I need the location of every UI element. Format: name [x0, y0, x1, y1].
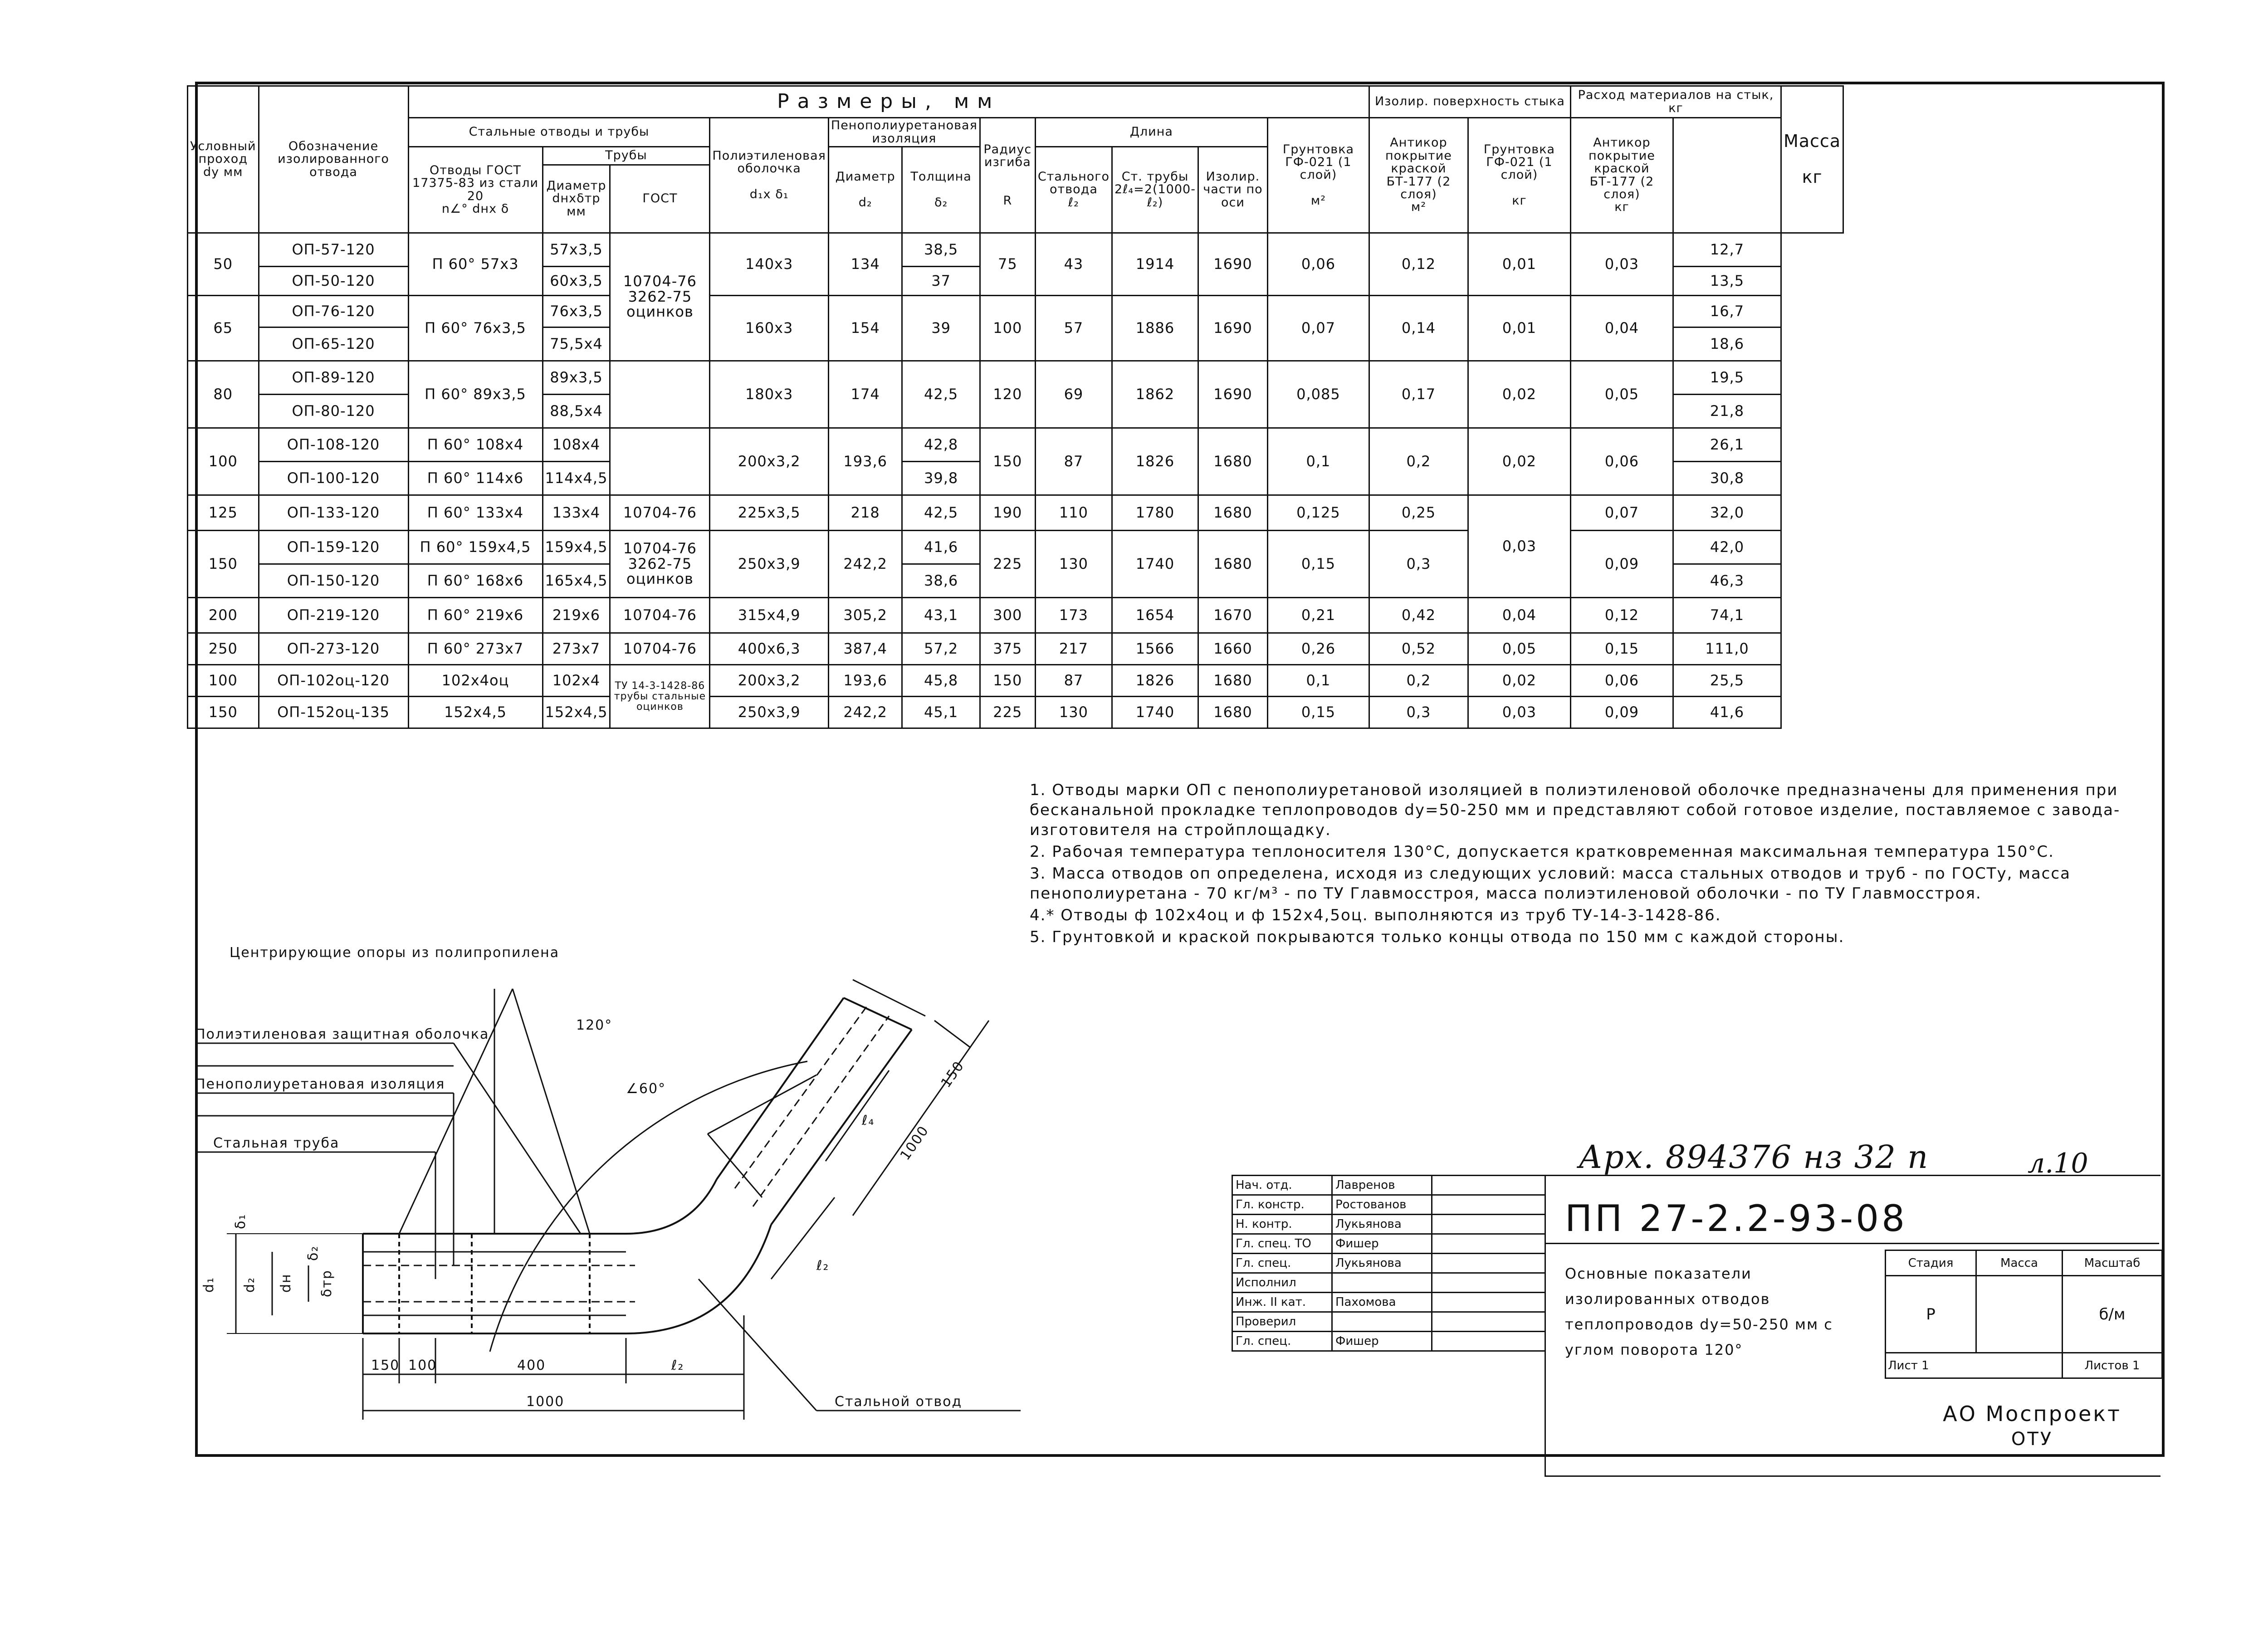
cell-r: 375: [980, 633, 1035, 665]
scale-header: Масштаб: [2063, 1250, 2162, 1276]
cell-designation: ОП-57-120: [259, 233, 408, 267]
cell-c1: 0,03: [1468, 495, 1570, 598]
cell-c2: 0,06: [1570, 428, 1673, 495]
cell-shell: 160х3: [710, 296, 828, 361]
dim-150-label: 150: [371, 1358, 400, 1373]
cell-lp: 1654: [1112, 598, 1198, 633]
cell-bend: П 60° 57х3: [408, 233, 543, 296]
cell-c1: 0,04: [1468, 598, 1570, 633]
cell-designation: ОП-273-120: [259, 633, 408, 665]
sym-delta1: δ₁: [233, 1213, 249, 1229]
cell-l2: 217: [1035, 633, 1112, 665]
dim-diag-150: [934, 1021, 971, 1048]
hdr-mass: Масса кг: [1781, 86, 1843, 233]
cell-l2: 130: [1035, 697, 1112, 728]
cell-d2: 134: [828, 233, 902, 296]
cell-m: 46,3: [1673, 564, 1781, 598]
sym-delta2: δ₂: [305, 1245, 321, 1261]
sym-d2: d₂: [242, 1276, 258, 1293]
hdr-gost: ГОСТ: [610, 165, 710, 233]
hdr-steel-group: Стальные отводы и трубы: [408, 118, 710, 147]
cell-a2: 0,2: [1369, 665, 1468, 697]
cell-c1: 0,05: [1468, 633, 1570, 665]
cell-r: 225: [980, 697, 1035, 728]
cell-a1: 0,085: [1267, 361, 1369, 428]
cell-dn: 100: [188, 665, 259, 697]
steel-bend-label: Стальной отвод: [835, 1394, 963, 1410]
dim-100-label: 100: [408, 1358, 437, 1373]
diag-shell-right: [771, 1030, 912, 1225]
cell-li: 1690: [1198, 233, 1267, 296]
role-label: Проверил: [1232, 1312, 1332, 1332]
signature-cell: [1432, 1273, 1545, 1293]
cell-bend: П 60° 108х4: [408, 428, 543, 462]
title-block-stage: [1885, 1250, 2163, 1379]
cell-shell: 200х3,2: [710, 428, 828, 495]
signature-cell: [1432, 1332, 1545, 1351]
cell-d2: 242,2: [828, 531, 902, 598]
role-name: [1332, 1273, 1432, 1293]
cell-designation: ОП-100-120: [259, 462, 408, 495]
cell-l2: 43: [1035, 233, 1112, 296]
cell-c2: 0,04: [1570, 296, 1673, 361]
mass-value: [1976, 1276, 2063, 1353]
cell-a2: 0,12: [1369, 233, 1468, 296]
cell-designation: ОП-89-120: [259, 361, 408, 395]
cell-bend: П 60° 168х6: [408, 564, 543, 598]
cell-c2: 0,09: [1570, 697, 1673, 728]
cell-m: 41,6: [1673, 697, 1781, 728]
cell-bend: П 60° 159х4,5: [408, 531, 543, 564]
cell-pipe: 152х4,5: [543, 697, 610, 728]
hdr-dn: Условный проход dy мм: [188, 86, 259, 233]
role-label: Гл. спец. ТО: [1232, 1234, 1332, 1254]
cell-designation: ОП-80-120: [259, 395, 408, 428]
cell-dn: 150: [188, 531, 259, 598]
cell-designation: ОП-76-120: [259, 296, 408, 327]
dim-diag-l4: [826, 1070, 889, 1161]
cell-l2: 130: [1035, 531, 1112, 598]
organization: АО Моспроект: [1943, 1402, 2121, 1426]
cell-dn: 125: [188, 495, 259, 531]
hdr-designation: Обозначение изолированного отвода: [259, 86, 408, 233]
diag-pipe-right: [753, 1016, 889, 1206]
cell-pipe: 165х4,5: [543, 564, 610, 598]
signature-cell: [1432, 1215, 1545, 1234]
cell-c1: 0,02: [1468, 361, 1570, 428]
role-label: Гл. спец.: [1232, 1254, 1332, 1273]
cell-m: 18,6: [1673, 327, 1781, 361]
cell-bend: П 60° 114х6: [408, 462, 543, 495]
cell-t: 57,2: [902, 633, 980, 665]
cell-m: 26,1: [1673, 428, 1781, 462]
role-name: Фишер: [1332, 1332, 1432, 1351]
cell-gost: 10704-76 3262-75 оцинков: [610, 531, 710, 598]
cell-li: 1690: [1198, 296, 1267, 361]
cell-lp: 1862: [1112, 361, 1198, 428]
cell-t: 39: [902, 296, 980, 361]
note-2: 2. Рабочая температура теплоносителя 130°С, допускается кратковременная максимальная температура 150°С.: [1030, 843, 2054, 861]
scale-value: б/м: [2063, 1276, 2162, 1353]
cell-designation: ОП-219-120: [259, 598, 408, 633]
role-name: Пахомова: [1332, 1293, 1432, 1312]
hdr-sizes: Размеры, мм: [408, 86, 1369, 118]
cell-a1: 0,15: [1267, 531, 1369, 598]
cell-d2: 242,2: [828, 697, 902, 728]
cell-a2: 0,3: [1369, 697, 1468, 728]
cell-pipe: 133х4: [543, 495, 610, 531]
cell-d2: 305,2: [828, 598, 902, 633]
cell-r: 150: [980, 428, 1035, 495]
cell-pipe: 273х7: [543, 633, 610, 665]
cell-t: 38,5: [902, 233, 980, 267]
cell-pipe: 89х3,5: [543, 361, 610, 395]
cell-shell: 225х3,5: [710, 495, 828, 531]
cell-li: 1680: [1198, 697, 1267, 728]
cell-a2: 0,52: [1369, 633, 1468, 665]
hdr-primer: Грунтовка ГФ-021 (1 слой) м²: [1267, 118, 1369, 233]
cell-lp: 1886: [1112, 296, 1198, 361]
cell-l2: 173: [1035, 598, 1112, 633]
title-block-divider: [1545, 1243, 2159, 1244]
cell-bend: 102х4оц: [408, 665, 543, 697]
cell-l2: 57: [1035, 296, 1112, 361]
bend-outer-curve: [626, 1179, 717, 1234]
cell-a2: 0,14: [1369, 296, 1468, 361]
cell-shell: 250х3,9: [710, 697, 828, 728]
sheet-count: Листов 1: [2063, 1353, 2162, 1378]
cell-r: 75: [980, 233, 1035, 296]
cell-pipe: 75,5х4: [543, 327, 610, 361]
cell-li: 1690: [1198, 361, 1267, 428]
cell-bend: 152х4,5: [408, 697, 543, 728]
cell-a1: 0,26: [1267, 633, 1369, 665]
hdr-foam-t: Толщина δ₂: [902, 147, 980, 233]
signature-cell: [1432, 1195, 1545, 1215]
signature-cell: [1432, 1176, 1545, 1195]
cell-shell: 400х6,3: [710, 633, 828, 665]
cell-r: 225: [980, 531, 1035, 598]
diag-pipe-left: [735, 1007, 866, 1188]
foam-label: Пенополиуретановая изоляция: [195, 1076, 445, 1092]
role-name: Лукьянова: [1332, 1215, 1432, 1234]
cell-t: 43,1: [902, 598, 980, 633]
note-1: 1. Отводы марки ОП с пенополиуретановой изоляцией в полиэтиленовой оболочке предназначены для применения при бесканальной прокладке теплопроводов dy=50-250 мм и представляют собой готовое изделие, поставляемое с завода-изготовителя на стройплощадку.: [1030, 781, 2121, 839]
stage-value: Р: [1886, 1276, 1976, 1353]
cell-lp: 1826: [1112, 665, 1198, 697]
diag-shell-left: [717, 998, 844, 1179]
cell-a2: 0,25: [1369, 495, 1468, 531]
cell-li: 1680: [1198, 428, 1267, 495]
mass-header: Масса: [1976, 1250, 2063, 1276]
cell-bend: П 60° 133х4: [408, 495, 543, 531]
pipe-label: Стальная труба: [213, 1135, 340, 1151]
archive-stamp: Арх. 894376 нз 32 п: [1579, 1138, 1929, 1176]
cell-gost: ТУ 14-3-1428-86 трубы стальные оцинков: [610, 665, 710, 728]
cell-a2: 0,42: [1369, 598, 1468, 633]
cell-c1: 0,02: [1468, 665, 1570, 697]
cell-pipe: 57х3,5: [543, 233, 610, 267]
cell-dn: 100: [188, 428, 259, 495]
cell-m: 30,8: [1673, 462, 1781, 495]
sym-dn: dн: [278, 1273, 294, 1293]
cell-designation: ОП-150-120: [259, 564, 408, 598]
cell-a1: 0,21: [1267, 598, 1369, 633]
cell-shell: 140х3: [710, 233, 828, 296]
cell-r: 100: [980, 296, 1035, 361]
hdr-foam: Пенополиуретановая изоляция: [828, 118, 980, 147]
diag-end: [844, 998, 912, 1030]
cell-c1: 0,02: [1468, 428, 1570, 495]
cell-d2: 174: [828, 361, 902, 428]
cell-a1: 0,1: [1267, 428, 1369, 495]
cell-c1: 0,01: [1468, 296, 1570, 361]
cell-a1: 0,07: [1267, 296, 1369, 361]
support-label-line: Центрирующие опоры из полипропилена: [230, 945, 560, 961]
hdr-shell: Полиэтиленовая оболочка d₁x δ₁: [710, 118, 828, 233]
cell-m: 25,5: [1673, 665, 1781, 697]
cell-designation: ОП-133-120: [259, 495, 408, 531]
hdr-consumption: Расход материалов на стык, кг: [1570, 86, 1781, 118]
cell-designation: ОП-108-120: [259, 428, 408, 462]
cell-shell: 180х3: [710, 361, 828, 428]
role-label: Нач. отд.: [1232, 1176, 1332, 1195]
cell-a2: 0,17: [1369, 361, 1468, 428]
stage-header: Стадия: [1886, 1250, 1976, 1276]
signature-cell: [1432, 1234, 1545, 1254]
dim-400-label: 400: [517, 1358, 546, 1373]
cell-d2: 387,4: [828, 633, 902, 665]
cell-li: 1660: [1198, 633, 1267, 665]
cell-a1: 0,1: [1267, 665, 1369, 697]
angle-120-label: 120°: [576, 1017, 613, 1033]
cell-t: 45,8: [902, 665, 980, 697]
support-leader-v4: [708, 1075, 816, 1134]
cell-t: 42,5: [902, 495, 980, 531]
hdr-len-bend: Стального отвода ℓ₂: [1035, 147, 1112, 233]
title-block-roles: [1232, 1175, 1546, 1352]
cell-t: 38,6: [902, 564, 980, 598]
cell-dn: 80: [188, 361, 259, 428]
cell-li: 1680: [1198, 531, 1267, 598]
cell-pipe: 76х3,5: [543, 296, 610, 327]
cell-designation: ОП-50-120: [259, 267, 408, 296]
dim-150-diag-label: 150: [938, 1058, 968, 1091]
cell-d2: 193,6: [828, 428, 902, 495]
department: ОТУ: [2011, 1429, 2053, 1450]
hdr-foam-d: Диаметр d₂: [828, 147, 902, 233]
dim-1000-diag-label: 1000: [897, 1123, 932, 1163]
cell-t: 37: [902, 267, 980, 296]
role-label: Инж. II кат.: [1232, 1293, 1332, 1312]
cell-lp: 1914: [1112, 233, 1198, 296]
role-name: [1332, 1312, 1432, 1332]
shell-label: Полиэтиленовая защитная оболочка: [195, 1026, 489, 1042]
cell-shell: 315х4,9: [710, 598, 828, 633]
sym-d1: d₁: [201, 1276, 217, 1293]
cell-dn: 150: [188, 697, 259, 728]
cell-m: 19,5: [1673, 361, 1781, 395]
cell-r: 300: [980, 598, 1035, 633]
cell-pipe: 114х4,5: [543, 462, 610, 495]
cell-gost: 10704-76 3262-75 оцинков: [610, 233, 710, 361]
cell-t: 42,8: [902, 428, 980, 462]
hdr-length: Длина: [1035, 118, 1267, 147]
cell-lp: 1826: [1112, 428, 1198, 495]
cell-li: 1680: [1198, 495, 1267, 531]
role-name: Ростованов: [1332, 1195, 1432, 1215]
cell-li: 1680: [1198, 665, 1267, 697]
cell-designation: ОП-65-120: [259, 327, 408, 361]
support-leader-v3: [399, 989, 513, 1234]
cell-c2: 0,06: [1570, 665, 1673, 697]
cell-m: 12,7: [1673, 233, 1781, 267]
dim-l2-label: ℓ₂: [671, 1358, 684, 1373]
hdr-paint2: Антикор покрытие краской БТ-177 (2 слоя) кг: [1570, 118, 1673, 233]
cell-m: 13,5: [1673, 267, 1781, 296]
cell-dn: 250: [188, 633, 259, 665]
cell-lp: 1740: [1112, 697, 1198, 728]
cell-designation: ОП-159-120: [259, 531, 408, 564]
cell-m: 16,7: [1673, 296, 1781, 327]
cell-t: 45,1: [902, 697, 980, 728]
cell-c2: 0,09: [1570, 531, 1673, 598]
cell-m: 21,8: [1673, 395, 1781, 428]
hdr-pipes: Трубы: [543, 147, 710, 165]
cell-dn: 50: [188, 233, 259, 296]
cell-pipe: 159х4,5: [543, 531, 610, 564]
role-name: Лукьянова: [1332, 1254, 1432, 1273]
role-name: Фишер: [1332, 1234, 1432, 1254]
cell-l2: 110: [1035, 495, 1112, 531]
cell-r: 190: [980, 495, 1035, 531]
signature-cell: [1432, 1312, 1545, 1332]
cell-shell: 250х3,9: [710, 531, 828, 598]
cell-c2: 0,12: [1570, 598, 1673, 633]
dim-l2-diag-label: ℓ₂: [816, 1258, 830, 1274]
role-label: Исполнил: [1232, 1273, 1332, 1293]
angle-arc-120: [490, 1061, 807, 1352]
cell-lp: 1780: [1112, 495, 1198, 531]
cell-a1: 0,125: [1267, 495, 1369, 531]
cell-lp: 1566: [1112, 633, 1198, 665]
cell-gost: 10704-76: [610, 495, 710, 531]
cell-m: 42,0: [1673, 531, 1781, 564]
cell-m: 32,0: [1673, 495, 1781, 531]
hdr-paint: Антикор покрытие краской БТ-177 (2 слоя) м²: [1369, 118, 1468, 233]
cell-gost: 10704-76: [610, 633, 710, 665]
note-4: 4.* Отводы ф 102х4оц и ф 152х4,5оц. выполняются из труб ТУ-14-3-1428-86.: [1030, 906, 1721, 924]
document-code: ПП 27-2.2-93-08: [1565, 1197, 1907, 1240]
cell-designation: ОП-152оц-135: [259, 697, 408, 728]
shell-leader-diag: [454, 1043, 581, 1234]
cell-r: 150: [980, 665, 1035, 697]
signature-cell: [1432, 1254, 1545, 1273]
hdr-joint-area: Изолир. поверхность стыка: [1369, 86, 1570, 118]
cell-l2: 87: [1035, 665, 1112, 697]
note-5: 5. Грунтовкой и краской покрываются только концы отвода по 150 мм с каждой стороны.: [1030, 928, 1845, 946]
cell-a2: 0,2: [1369, 428, 1468, 495]
cell-bend: П 60° 219х6: [408, 598, 543, 633]
cell-pipe: 108х4: [543, 428, 610, 462]
sym-delta-tr: δтр: [319, 1270, 335, 1297]
cell-t: 41,6: [902, 531, 980, 564]
cell-d2: 193,6: [828, 665, 902, 697]
cell-pipe: 219х6: [543, 598, 610, 633]
document-title: Основные показатели изолированных отводов теплопроводов dy=50-250 мм с углом поворота 120°: [1565, 1265, 1833, 1358]
sheet-number: Лист 1: [1886, 1353, 2063, 1378]
role-label: Гл. констр.: [1232, 1195, 1332, 1215]
cell-a2: 0,3: [1369, 531, 1468, 598]
cell-r: 120: [980, 361, 1035, 428]
cell-designation: ОП-102оц-120: [259, 665, 408, 697]
dim-l4-label: ℓ₄: [862, 1113, 875, 1128]
cell-pipe: 60х3,5: [543, 267, 610, 296]
cell-m: 111,0: [1673, 633, 1781, 665]
hdr-len-pipe: Ст. трубы 2ℓ₄=2(1000-ℓ₂): [1112, 147, 1198, 233]
cell-shell: 200х3,2: [710, 665, 828, 697]
cell-pipe: 102х4: [543, 665, 610, 697]
cell-t: 42,5: [902, 361, 980, 428]
role-label: Н. контр.: [1232, 1215, 1332, 1234]
cell-c2: 0,05: [1570, 361, 1673, 428]
cell-lp: 1740: [1112, 531, 1198, 598]
cell-m: 74,1: [1673, 598, 1781, 633]
cell-c2: 0,07: [1570, 495, 1673, 531]
cell-li: 1670: [1198, 598, 1267, 633]
angle-60-label: ∠60°: [626, 1081, 666, 1097]
hdr-primer2: Грунтовка ГФ-021 (1 слой) кг: [1468, 118, 1570, 233]
cell-l2: 69: [1035, 361, 1112, 428]
dim-1000-label: 1000: [526, 1394, 565, 1410]
cell-d2: 154: [828, 296, 902, 361]
hdr-bends: Отводы ГОСТ 17375-83 из стали 20 n∠° dнх δ: [408, 147, 543, 233]
cell-bend: П 60° 76х3,5: [408, 296, 543, 361]
signature-cell: [1432, 1293, 1545, 1312]
cell-bend: П 60° 273х7: [408, 633, 543, 665]
sheet-mark: л.10: [2028, 1148, 2088, 1179]
role-label: Гл. спец.: [1232, 1332, 1332, 1351]
cell-a1: 0,06: [1267, 233, 1369, 296]
cell-c1: 0,03: [1468, 697, 1570, 728]
note-3: 3. Масса отводов оп определена, исходя из следующих условий: масса стальных отводов и труб - по ГОСТу, масса пенополиуретана - 70 кг/м³ - по ТУ Главмосстроя, масса полиэтиленовой оболочки - по ТУ Главмосстроя.: [1030, 864, 2071, 903]
cell-a1: 0,15: [1267, 697, 1369, 728]
cell-c2: 0,03: [1570, 233, 1673, 296]
cell-c2: 0,15: [1570, 633, 1673, 665]
cell-dn: 65: [188, 296, 259, 361]
cell-d2: 218: [828, 495, 902, 531]
cell-bend: П 60° 89х3,5: [408, 361, 543, 428]
hdr-len-ins: Изолир. части по оси: [1198, 147, 1267, 233]
hdr-radius: Радиус изгиба R: [980, 118, 1035, 233]
cell-dn: 200: [188, 598, 259, 633]
cell-c1: 0,01: [1468, 233, 1570, 296]
cell-l2: 87: [1035, 428, 1112, 495]
steel-bend-leader-diag: [699, 1279, 816, 1411]
hdr-pipe-diam: Диаметр dнхδтр мм: [543, 165, 610, 233]
cell-gost: 10704-76: [610, 598, 710, 633]
cell-t: 39,8: [902, 462, 980, 495]
cell-pipe: 88,5х4: [543, 395, 610, 428]
role-name: Лавренов: [1332, 1176, 1432, 1195]
